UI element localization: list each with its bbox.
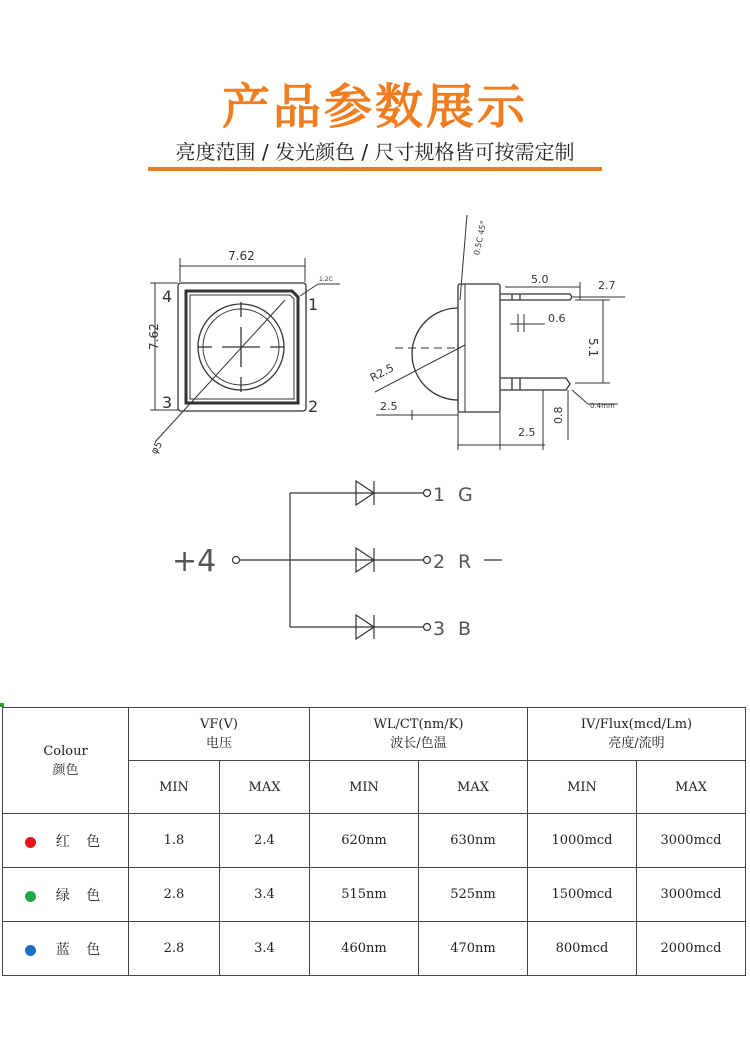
- wl-min: 620nm: [310, 814, 419, 868]
- wl-max: 525nm: [419, 868, 528, 922]
- pin-label-2: 2: [308, 397, 319, 416]
- side-radius-label: R2.5: [367, 361, 397, 385]
- vf-header: VF(V) 电压: [129, 708, 310, 761]
- wl-min-header: MIN: [310, 761, 419, 814]
- vf-min: 2.8: [129, 868, 220, 922]
- table-row: [3, 814, 746, 868]
- wl-max: 630nm: [419, 814, 528, 868]
- side-dim-offset: 0.8: [552, 406, 565, 424]
- iv-min: 1500mcd: [528, 868, 637, 922]
- color-cell: 蓝 色: [3, 922, 129, 976]
- vf-max: 3.4: [220, 868, 310, 922]
- wl-min: 515nm: [310, 868, 419, 922]
- pin-label-3: 3: [162, 393, 173, 412]
- top-corner-note: 1.2C: [319, 276, 333, 283]
- iv-max: 3000mcd: [637, 868, 746, 922]
- blue-dot-icon: [25, 945, 36, 956]
- red-dot-icon: [25, 837, 36, 848]
- vf-max-header: MAX: [220, 761, 310, 814]
- top-width-label: 7.62: [228, 249, 255, 263]
- side-dim-bottom-right: 2.5: [518, 426, 536, 439]
- page-subtitle: 亮度范围 / 发光颜色 / 尺寸规格皆可按需定制: [148, 136, 602, 171]
- color-cell: 红 色: [3, 814, 129, 868]
- vf-max: 3.4: [220, 922, 310, 976]
- iv-max: 3000mcd: [637, 814, 746, 868]
- green-dot-icon: [25, 891, 36, 902]
- side-angle-note: 0.5C 45°: [472, 219, 489, 256]
- top-height-label: 7.62: [147, 323, 161, 350]
- side-dim-right: 2.7: [598, 279, 616, 292]
- side-dim-pin-thickness: 0.4mm: [590, 402, 615, 410]
- schematic-color-b: B: [458, 618, 472, 640]
- iv-min: 1000mcd: [528, 814, 637, 868]
- wl-min: 460nm: [310, 922, 419, 976]
- top-diameter-label: φ5: [149, 439, 166, 457]
- color-cell: 绿 色: [3, 868, 129, 922]
- pin-label-1: 1: [308, 295, 319, 314]
- iv-min-header: MIN: [528, 761, 637, 814]
- iv-header: IV/Flux(mcd/Lm) 亮度/流明: [528, 708, 746, 761]
- vf-min: 1.8: [129, 814, 220, 868]
- iv-max: 2000mcd: [637, 922, 746, 976]
- side-dim-bottom-left: 2.5: [380, 400, 398, 413]
- pin-label-4: 4: [162, 287, 173, 306]
- page-title: 产品参数展示: [221, 79, 528, 135]
- vf-min-header: MIN: [129, 761, 220, 814]
- schematic-pin-2: 2: [433, 551, 446, 573]
- side-dim-length: 5.0: [531, 273, 549, 286]
- wl-max-header: MAX: [419, 761, 528, 814]
- schematic-color-g: G: [458, 484, 473, 506]
- iv-max-header: MAX: [637, 761, 746, 814]
- schematic-color-r: R: [458, 551, 472, 573]
- vf-max: 2.4: [220, 814, 310, 868]
- schematic-common-label: +4: [172, 544, 217, 579]
- vf-min: 2.8: [129, 922, 220, 976]
- side-dim-pin-width: 0.6: [548, 312, 566, 325]
- wl-header: WL/CT(nm/K) 波长/色温: [310, 708, 528, 761]
- iv-min: 800mcd: [528, 922, 637, 976]
- colour-header: Colour 颜色: [3, 708, 129, 814]
- spec-table: [2, 707, 746, 976]
- schematic-pin-3: 3: [433, 618, 446, 640]
- table-row: [3, 868, 746, 922]
- side-dim-spacing: 5.1: [586, 338, 600, 358]
- side-view: [375, 215, 625, 450]
- table-row: [3, 922, 746, 976]
- schematic-pin-1: 1: [433, 484, 446, 506]
- wl-max: 470nm: [419, 922, 528, 976]
